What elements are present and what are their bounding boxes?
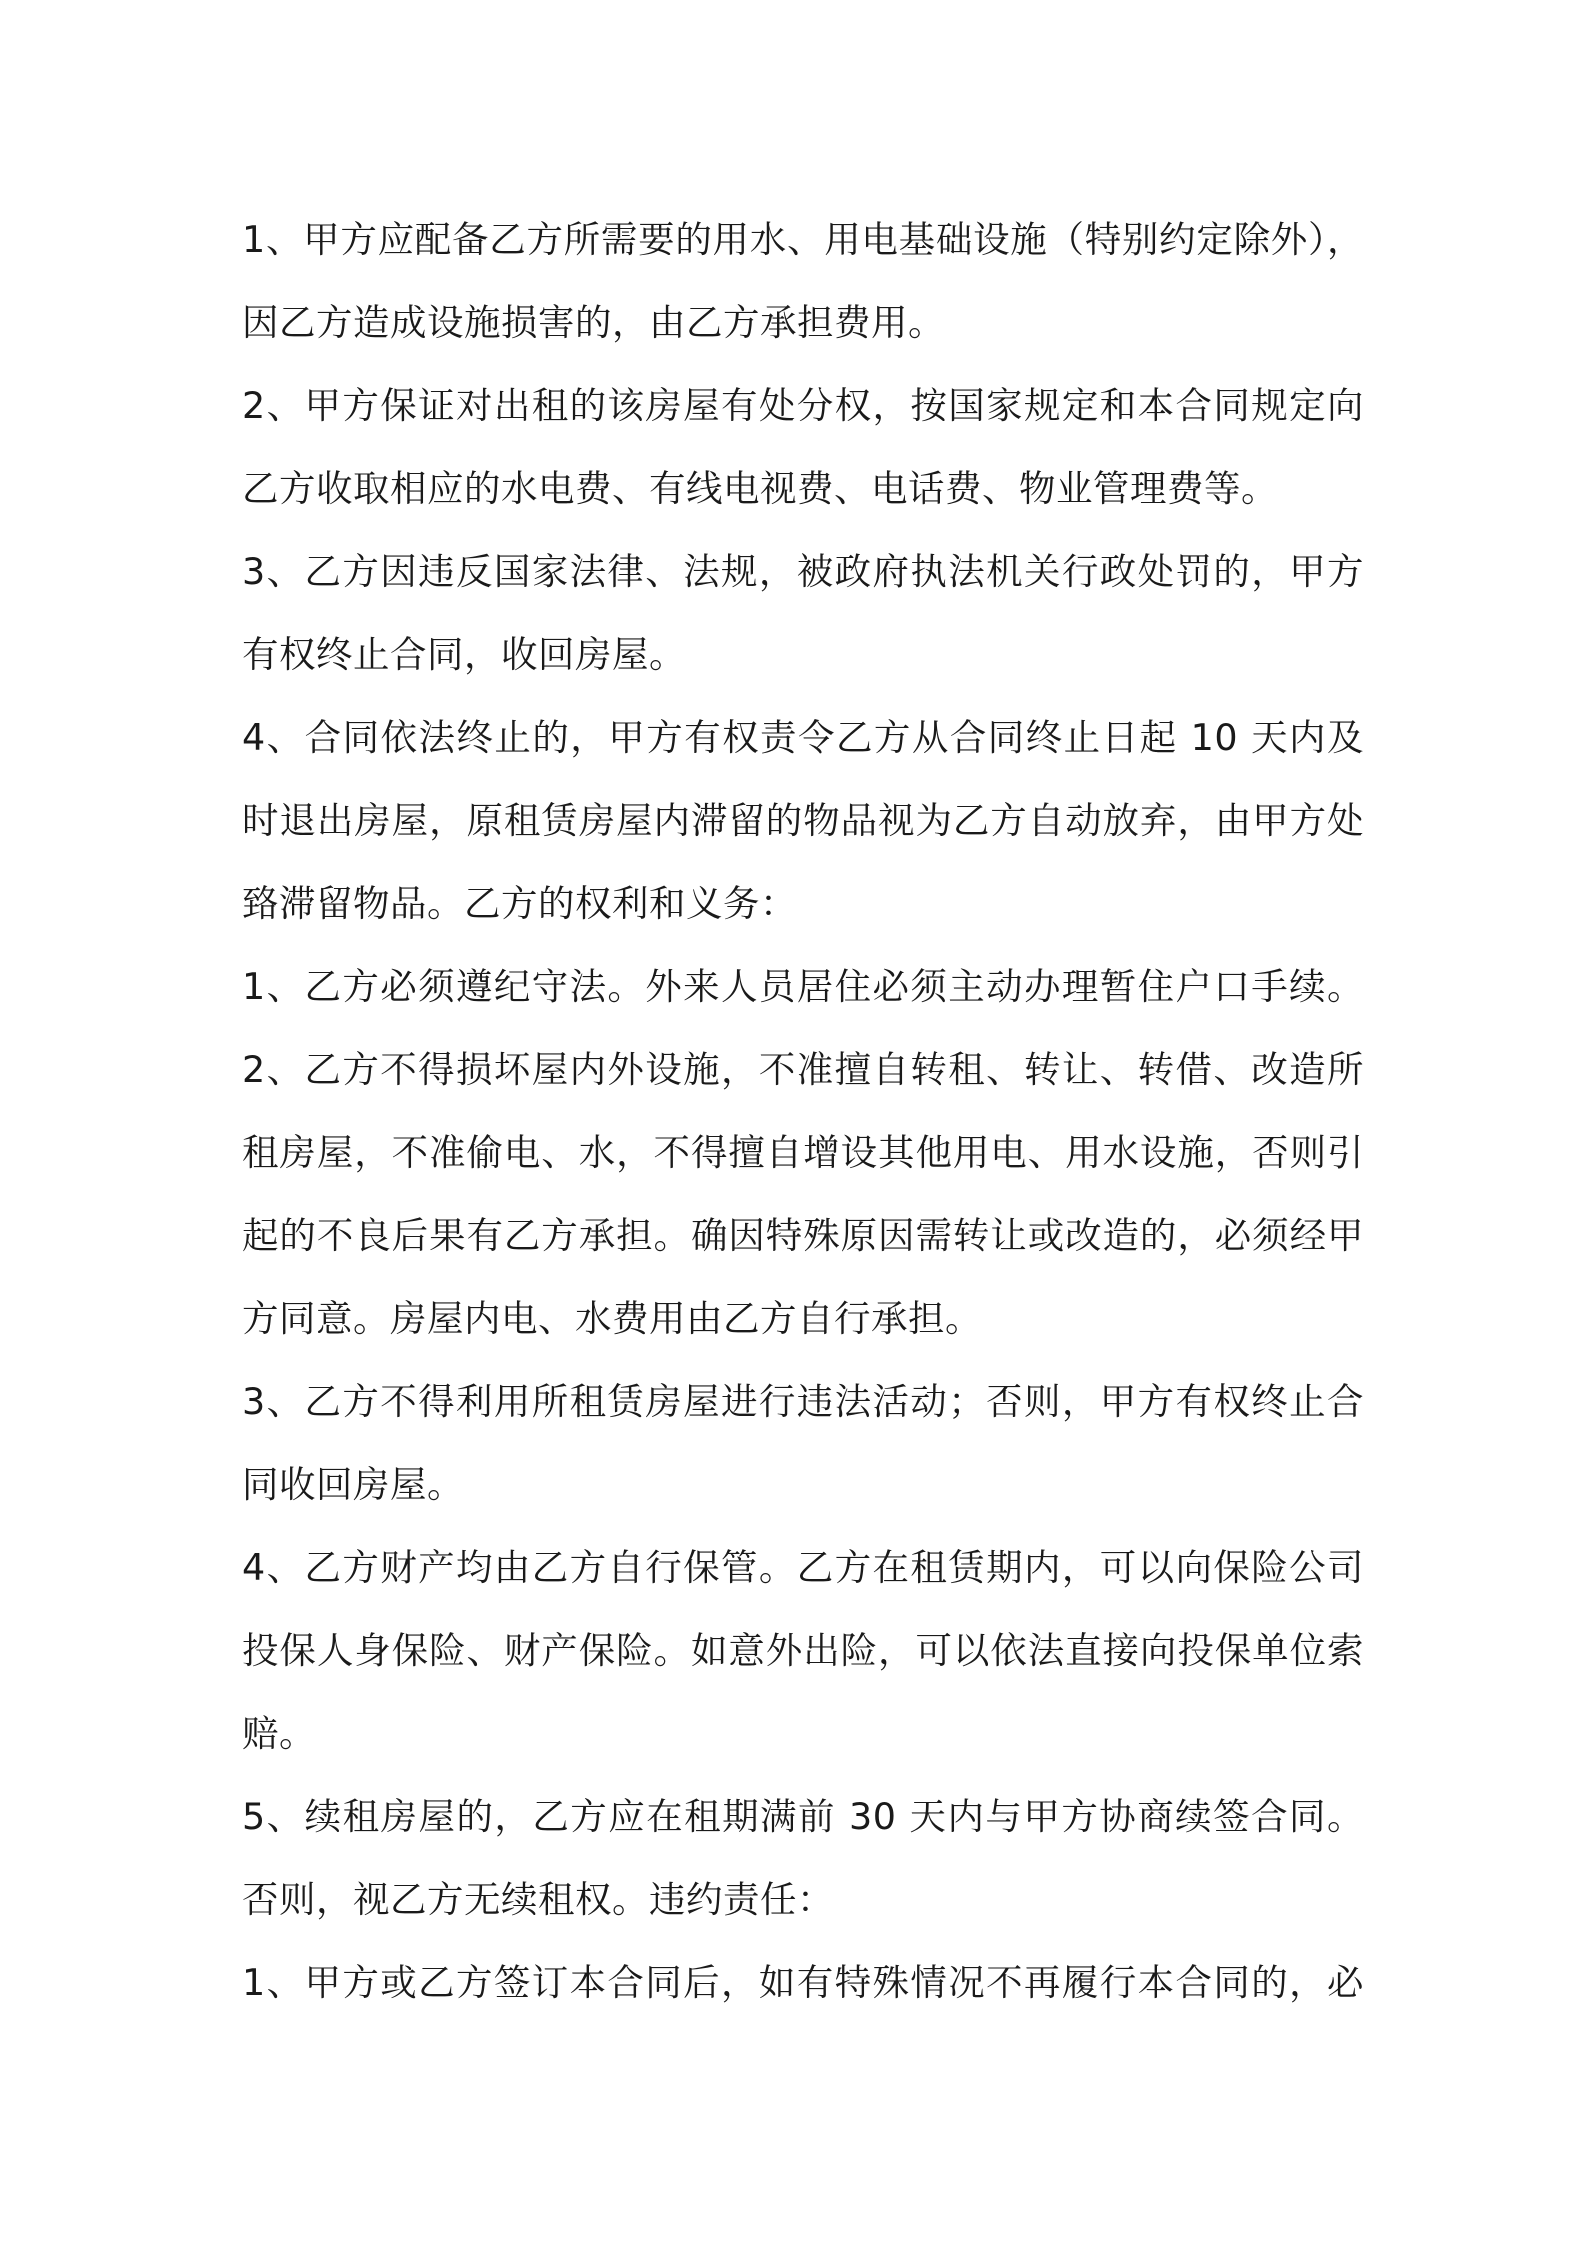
text-line-tenant-duty-4-cont: 赔。 [242,1712,316,1755]
text-line-landlord-duty-2: 2、甲方保证对出租的该房屋有处分权，按国家规定和本合同规定向 [242,384,1364,427]
text-line-tenant-duty-1: 1、乙方必须遵纪守法。外来人员居住必须主动办理暂住户口手续。 [242,965,1364,1008]
text-line-tenant-duty-5: 5、续租房屋的，乙方应在租期满前 30 天内与甲方协商续签合同。 [242,1795,1364,1838]
text-line-landlord-duty-1-cont: 因乙方造成设施损害的，由乙方承担费用。 [242,301,945,344]
text-line-tenant-rights-heading: 臵滞留物品。乙方的权利和义务： [242,882,797,925]
text-line-tenant-duty-4-cont: 投保人身保险、财产保险。如意外出险，可以依法直接向投保单位索 [242,1629,1364,1672]
text-line-landlord-duty-3-cont: 有权终止合同，收回房屋。 [242,633,686,676]
text-line-landlord-duty-2-cont: 乙方收取相应的水电费、有线电视费、电话费、物业管理费等。 [242,467,1278,510]
document-body [242,198,1364,2024]
text-line-landlord-duty-1: 1、甲方应配备乙方所需要的用水、用电基础设施（特别约定除外）， [242,218,1364,261]
text-line-tenant-duty-4: 4、乙方财产均由乙方自行保管。乙方在租赁期内，可以向保险公司 [242,1546,1364,1589]
text-line-tenant-duty-3-cont: 同收回房屋。 [242,1463,464,1506]
text-line-landlord-duty-4: 4、合同依法终止的，甲方有权责令乙方从合同终止日起 10 天内及 [242,716,1364,759]
text-line-landlord-duty-3: 3、乙方因违反国家法律、法规，被政府执法机关行政处罚的，甲方 [242,550,1364,593]
text-line-tenant-duty-2-cont: 方同意。房屋内电、水费用由乙方自行承担。 [242,1297,982,1340]
text-line-tenant-duty-3: 3、乙方不得利用所租赁房屋进行违法活动；否则，甲方有权终止合 [242,1380,1364,1423]
text-line-tenant-duty-2-cont: 租房屋，不准偷电、水，不得擅自增设其他用电、用水设施，否则引 [242,1131,1364,1174]
text-line-landlord-duty-4-cont: 时退出房屋，原租赁房屋内滞留的物品视为乙方自动放弃，由甲方处 [242,799,1364,842]
text-line-breach-1: 1、甲方或乙方签订本合同后，如有特殊情况不再履行本合同的，必 [242,1961,1364,2004]
text-line-tenant-duty-2: 2、乙方不得损坏屋内外设施，不准擅自转租、转让、转借、改造所 [242,1048,1364,1091]
text-line-breach-heading: 否则，视乙方无续租权。违约责任： [242,1878,834,1921]
text-line-tenant-duty-2-cont: 起的不良后果有乙方承担。确因特殊原因需转让或改造的，必须经甲 [242,1214,1364,1257]
